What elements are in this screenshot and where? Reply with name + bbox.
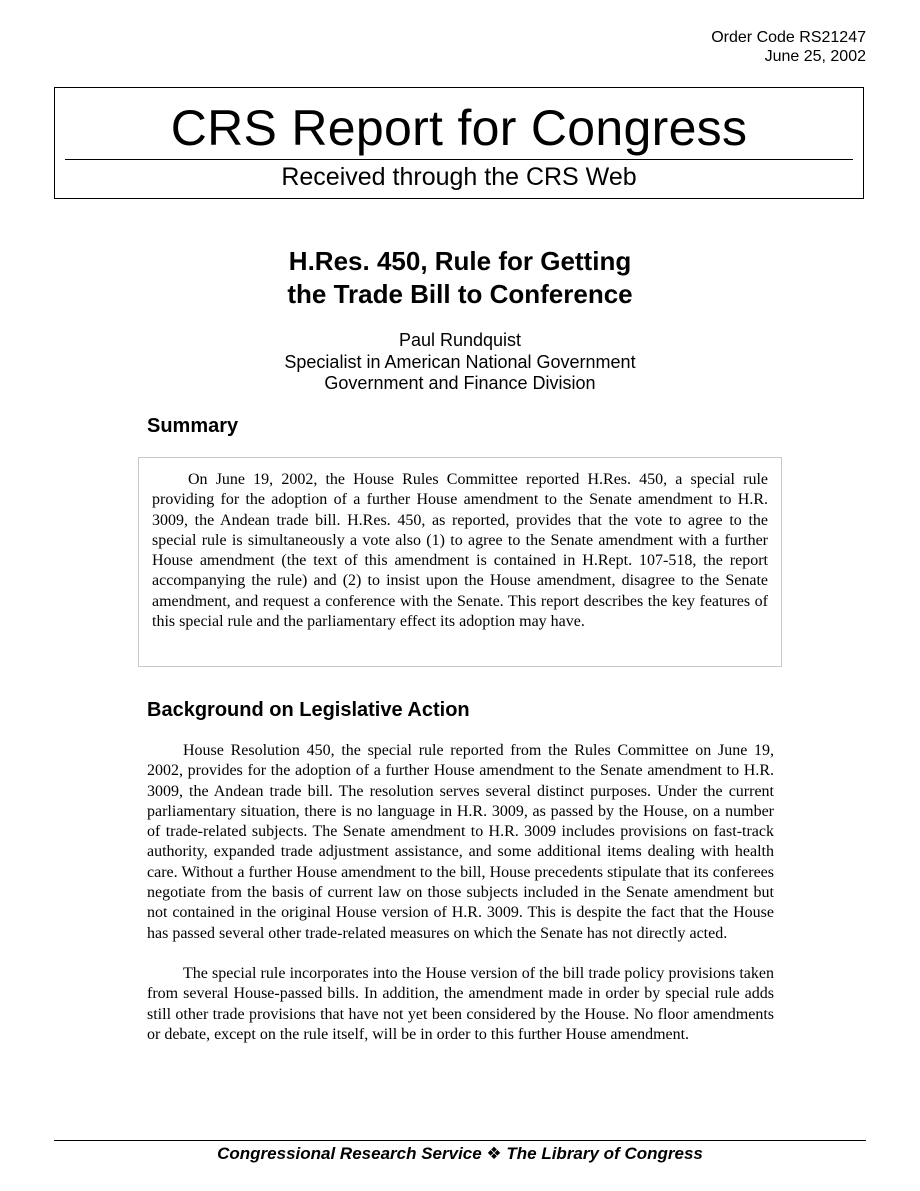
- background-heading: Background on Legislative Action: [147, 699, 470, 721]
- author-division: Government and Finance Division: [324, 373, 596, 393]
- order-code: Order Code RS21247: [711, 29, 866, 46]
- footer-text: Congressional Research Service ❖ The Library of Congress: [217, 1144, 703, 1163]
- report-title-line-1: H.Res. 450, Rule for Getting: [288, 246, 632, 276]
- background-body: [147, 741, 774, 1045]
- masthead-subtitle: Received through the CRS Web: [281, 163, 637, 191]
- author-name: Paul Rundquist: [398, 330, 522, 350]
- report-date: June 25, 2002: [764, 48, 866, 65]
- body-paragraph: The special rule incorporates into the House version of the bill trade policy provisions taken from several House-passed bills. In addition, the amendment made in order by special rule adds still other trade provisions that have not yet been considered by the House. No floor amendments or debate, except on the rule itself, will be in order to this further House amendment.: [147, 964, 774, 1043]
- order-info: [711, 28, 866, 66]
- summary-box: [138, 457, 782, 667]
- summary-heading: Summary: [147, 415, 239, 437]
- report-title: [0, 245, 920, 311]
- body-paragraph: House Resolution 450, the special rule reported from the Rules Committee on June 19, 2002, provides for the adoption of a further House amendment to the Senate amendment to H.R. 3009, the Andean trade bill. The resolution serves several distinct purposes. Under the current parliamentary situation, there is no language in H.R. 3009, as passed by the House, on a number of trade-related subjects. The Senate amendment to H.R. 3009 includes provisions on fast-track authority, expanded trade adjustment assistance, and some additional items dealing with health care. Without a further House amendment to the bill, House precedents stipulate that its conferees negotiate from the basis of current law on those subjects included in the Senate amendment but not contained in the original House version of H.R. 3009. This is despite the fact that the House has passed several other trade-related measures on which the Senate has not directly acted.: [147, 742, 774, 942]
- author-title: Specialist in American National Government: [284, 351, 636, 372]
- footer-divider: [54, 1140, 866, 1141]
- masthead-title: CRS Report for Congress: [170, 100, 748, 156]
- author-block: [0, 330, 920, 395]
- report-title-line-2: the Trade Bill to Conference: [287, 279, 633, 309]
- masthead-divider: [65, 159, 853, 160]
- summary-text: On June 19, 2002, the House Rules Committee reported H.Res. 450, a special rule providing for the adoption of a further House amendment to the Senate amendment to H.R. 3009, the Andean trade bill. H.Res. 450, as reported, provides that the vote to agree to the special rule is simultaneously a vote also (1) to agree to the Senate amendment with a further House amendment (the text of this amendment is contained in H.Rept. 107-518, the report accompanying the rule) and (2) to insist upon the House amendment, disagree to the Senate amendment, and request a conference with the Senate. This report describes the key features of this special rule and the parliamentary effect its adoption may have.: [152, 471, 768, 631]
- masthead: [54, 87, 864, 199]
